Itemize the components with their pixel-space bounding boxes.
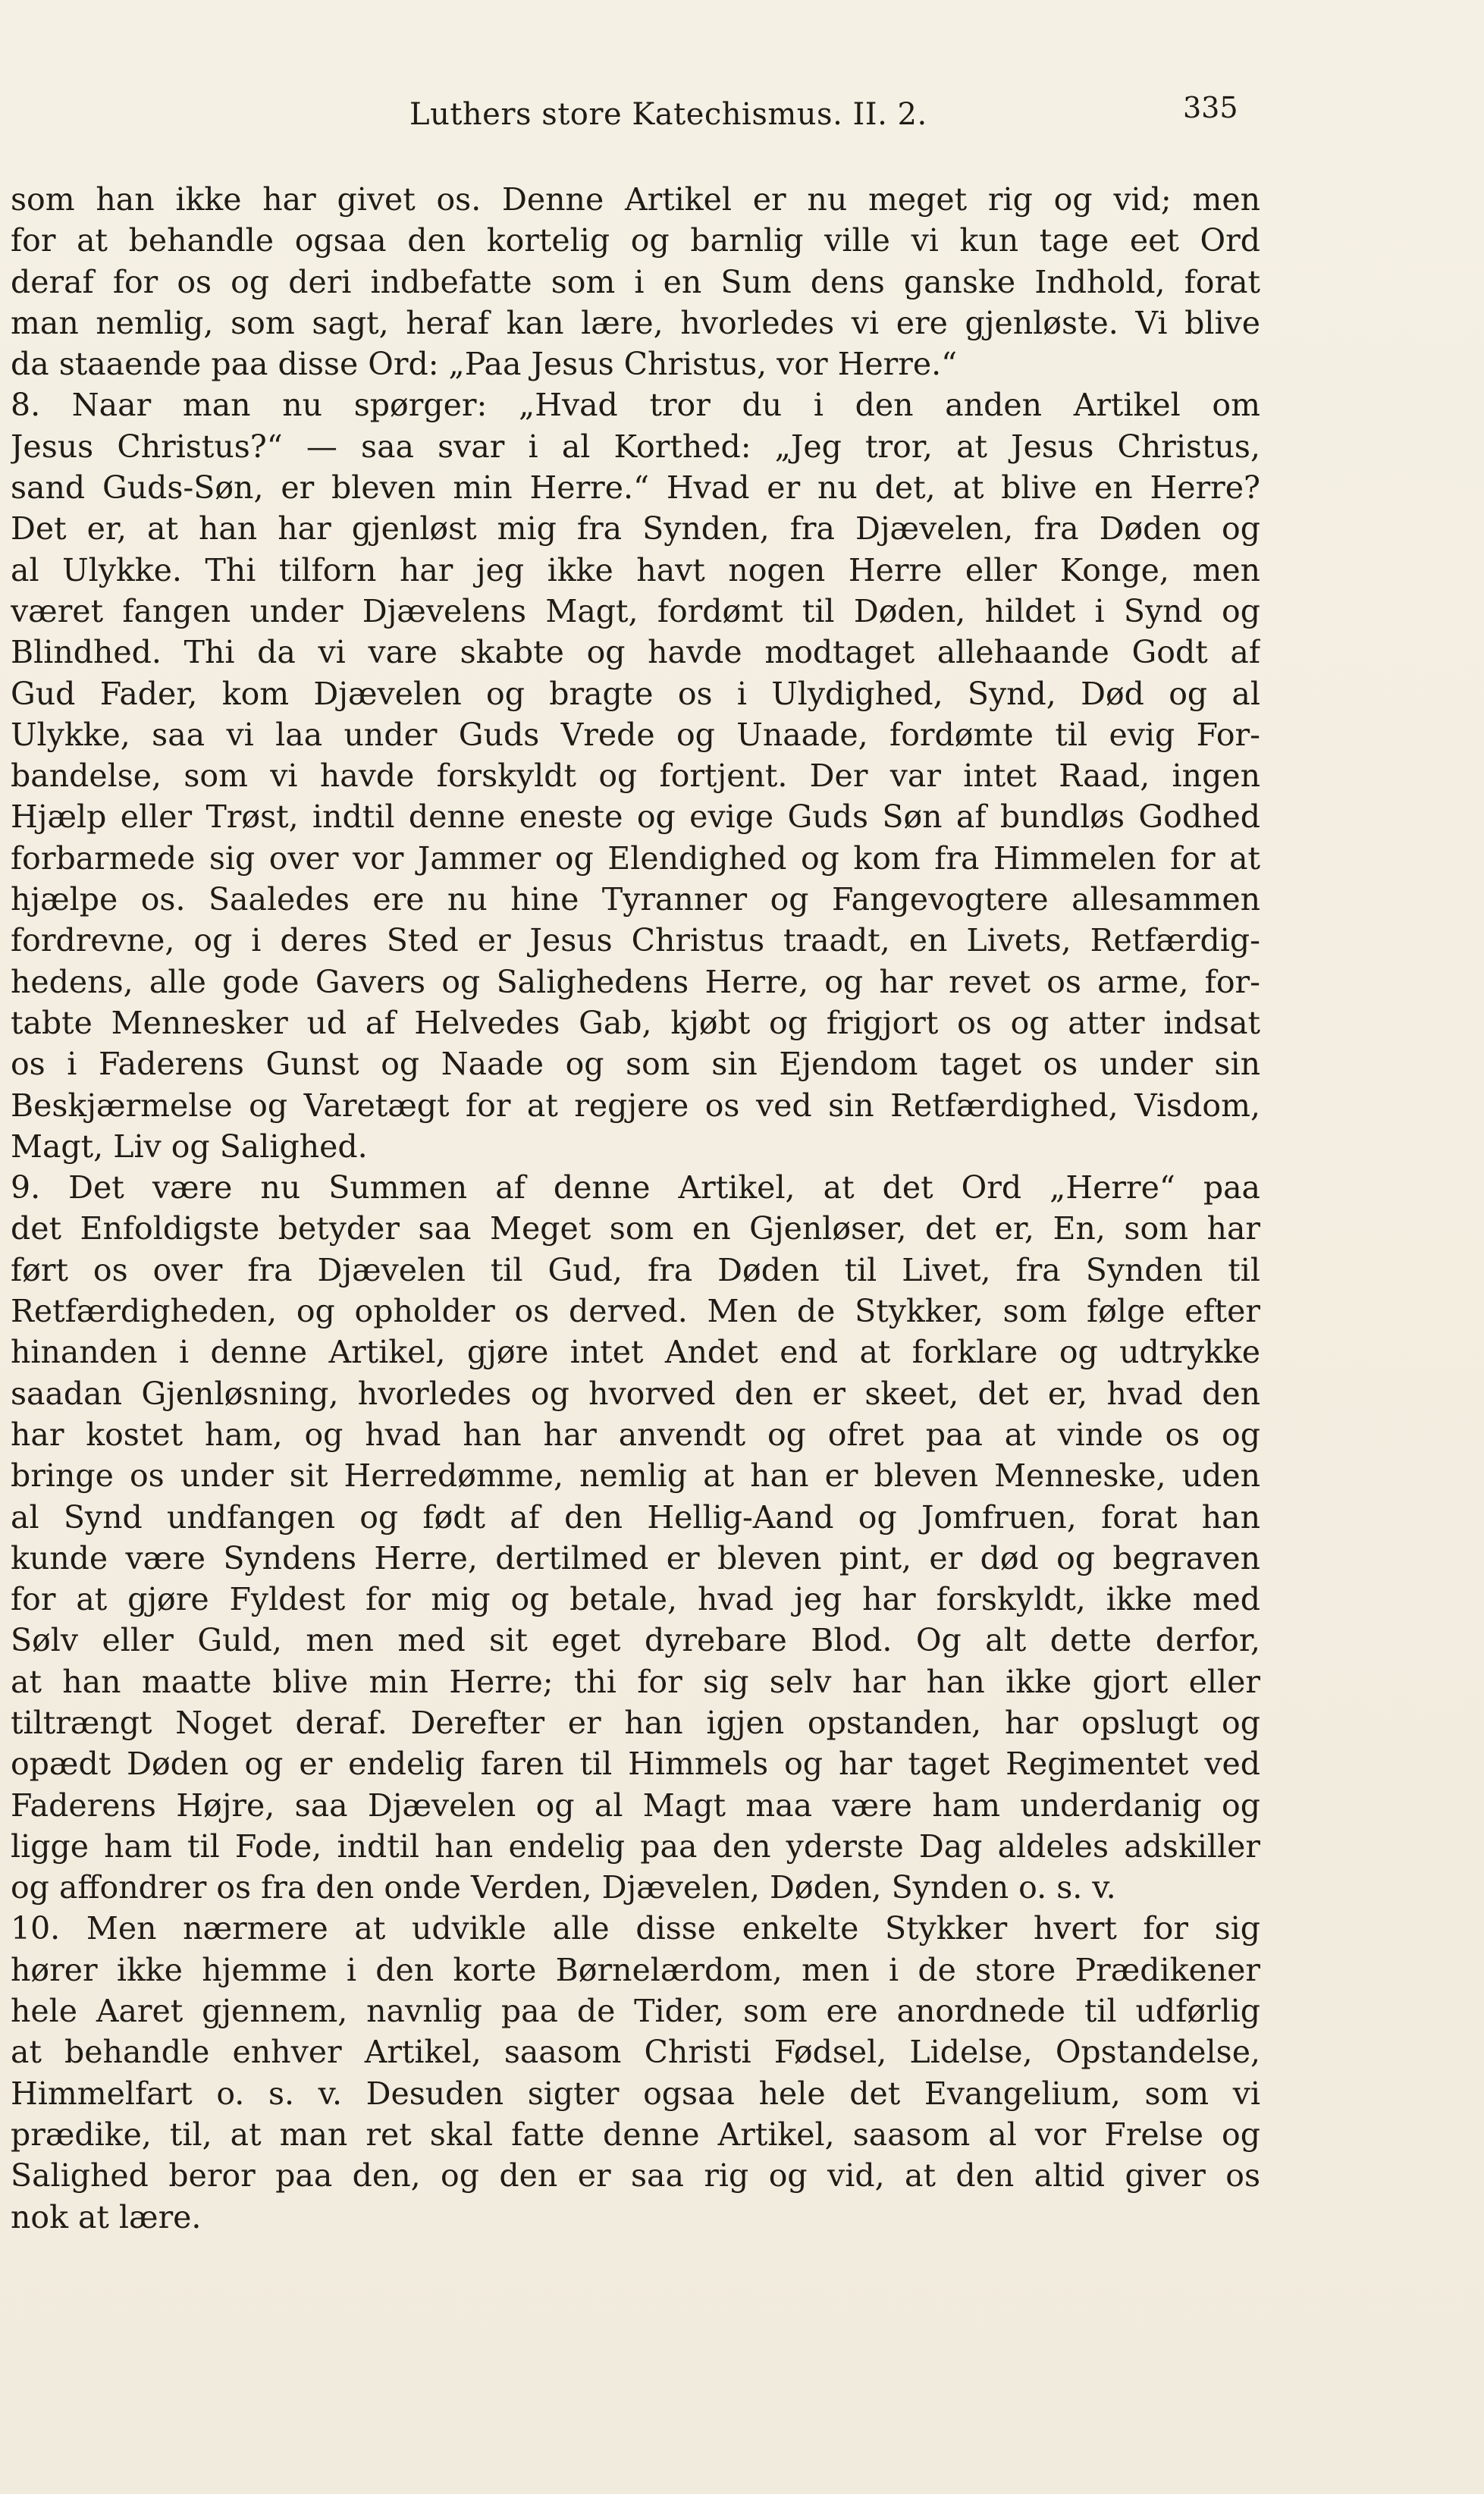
text-line: deraf for os og deri indbefatte som i en Sum dens ganske Indhold, forat — [11, 263, 1260, 300]
text-line: al Ulykke. Thi tilforn har jeg ikke havt nogen Herre eller Konge, men — [11, 551, 1260, 588]
text-line: Sølv eller Guld, men med sit eget dyrebare Blod. Og alt dette derfor, — [11, 1622, 1260, 1659]
text-line: for at behandle ogsaa den kortelig og barnlig ville vi kun tage eet Ord — [11, 222, 1260, 259]
text-line: Magt, Liv og Salighed. — [11, 1128, 368, 1165]
text-line: da staaende paa disse Ord: „Paa Jesus Christus, vor Herre.“ — [11, 346, 958, 383]
text-line: hjælpe os. Saaledes ere nu hine Tyranner og Fangevogtere allesammen — [11, 881, 1260, 918]
page-header — [0, 91, 1484, 144]
text-line: 10. Men nærmere at udvikle alle disse enkelte Stykker hvert for sig — [11, 1910, 1260, 1947]
text-line: al Synd undfangen og født af den Hellig-Aand og Jomfruen, forat han — [11, 1498, 1260, 1536]
text-line: Blindhed. Thi da vi vare skabte og havde modtaget allehaande Godt af — [11, 634, 1260, 671]
text-line: at han maatte blive min Herre; thi for sig selv har han ikke gjort eller — [11, 1663, 1260, 1700]
text-line: hinanden i denne Artikel, gjøre intet Andet end at forklare og udtrykke — [11, 1334, 1260, 1371]
text-line: 8. Naar man nu spørger: „Hvad tror du i den anden Artikel om — [11, 387, 1260, 424]
text-line: hedens, alle gode Gavers og Salighedens Herre, og har revet os arme, for- — [11, 963, 1260, 1000]
text-line: nok at lære. — [11, 2198, 202, 2235]
text-line: os i Faderens Gunst og Naade og som sin Ejendom taget os under sin — [11, 1046, 1260, 1083]
text-line: man nemlig, som sagt, heraf kan lære, hvorledes vi ere gjenløste. Vi blive — [11, 304, 1260, 341]
text-line: saadan Gjenløsning, hvorledes og hvorved den er skeet, det er, hvad den — [11, 1375, 1260, 1412]
body-text — [11, 179, 1260, 2238]
text-line: har kostet ham, og hvad han har anvendt og ofret paa at vinde os og — [11, 1416, 1260, 1453]
text-line: Retfærdigheden, og opholder os derved. Men de Stykker, som følge efter — [11, 1293, 1260, 1330]
running-title: Luthers store Katechismus. II. 2. — [409, 97, 927, 132]
text-line: det Enfoldigste betyder saa Meget som en Gjenløser, det er, En, som har — [11, 1210, 1260, 1247]
text-line: som han ikke har givet os. Denne Artikel er nu meget rig og vid; men — [11, 181, 1260, 218]
text-line: Jesus Christus?“ — saa svar i al Korthed: „Jeg tror, at Jesus Christus, — [11, 428, 1260, 465]
text-line: 9. Det være nu Summen af denne Artikel, at det Ord „Herre“ paa — [11, 1169, 1260, 1206]
text-line: kunde være Syndens Herre, dertilmed er bleven pint, er død og begraven — [11, 1539, 1260, 1576]
text-line: Himmelfart o. s. v. Desuden sigter ogsaa hele det Evangelium, som vi — [11, 2075, 1260, 2112]
page-number: 335 — [1183, 91, 1238, 124]
text-line: været fangen under Djævelens Magt, fordømt til Døden, hildet i Synd og — [11, 592, 1260, 629]
text-line: tabte Mennesker ud af Helvedes Gab, kjøbt og frigjort os og atter indsat — [11, 1004, 1260, 1041]
text-line: bringe os under sit Herredømme, nemlig at han er bleven Menneske, uden — [11, 1457, 1260, 1495]
text-line: opædt Døden og er endelig faren til Himmels og har taget Regimentet ved — [11, 1746, 1260, 1783]
text-line: ført os over fra Djævelen til Gud, fra Døden til Livet, fra Synden til — [11, 1251, 1260, 1288]
text-line: Det er, at han har gjenløst mig fra Synden, fra Djævelen, fra Døden og — [11, 510, 1260, 547]
text-line: Salighed beror paa den, og den er saa rig og vid, at den altid giver os — [11, 2157, 1260, 2194]
text-line: Hjælp eller Trøst, indtil denne eneste og evige Guds Søn af bundløs Godhed — [11, 798, 1260, 836]
text-line: hele Aaret gjennem, navnlig paa de Tider, som ere anordnede til udførlig — [11, 1993, 1260, 2030]
text-line: hører ikke hjemme i den korte Børnelærdom, men i de store Prædikener — [11, 1951, 1260, 1988]
text-line: fordrevne, og i deres Sted er Jesus Christus traadt, en Livets, Retfærdig- — [11, 922, 1260, 959]
text-line: tiltrængt Noget deraf. Derefter er han igjen opstanden, har opslugt og — [11, 1704, 1260, 1741]
text-line: prædike, til, at man ret skal fatte denne Artikel, saasom al vor Frelse og — [11, 2116, 1260, 2153]
text-line: at behandle enhver Artikel, saasom Christi Fødsel, Lidelse, Opstandelse, — [11, 2034, 1260, 2071]
text-line: Ulykke, saa vi laa under Guds Vrede og Unaade, fordømte til evig For- — [11, 716, 1260, 753]
text-line: for at gjøre Fyldest for mig og betale, hvad jeg har forskyldt, ikke med — [11, 1581, 1260, 1618]
text-line: Beskjærmelse og Varetægt for at regjere os ved sin Retfærdighed, Visdom, — [11, 1087, 1260, 1124]
text-line: og affondrer os fra den onde Verden, Djævelen, Døden, Synden o. s. v. — [11, 1869, 1116, 1906]
text-line: bandelse, som vi havde forskyldt og fortjent. Der var intet Raad, ingen — [11, 758, 1260, 795]
text-line: Gud Fader, kom Djævelen og bragte os i Ulydighed, Synd, Død og al — [11, 675, 1260, 712]
text-line: forbarmede sig over vor Jammer og Elendighed og kom fra Himmelen for at — [11, 839, 1260, 877]
text-line: Faderens Højre, saa Djævelen og al Magt maa være ham underdanig og — [11, 1787, 1260, 1824]
text-line: sand Guds-Søn, er bleven min Herre.“ Hvad er nu det, at blive en Herre? — [11, 469, 1260, 507]
text-line: ligge ham til Fode, indtil han endelig paa den yderste Dag aldeles adskiller — [11, 1827, 1260, 1865]
